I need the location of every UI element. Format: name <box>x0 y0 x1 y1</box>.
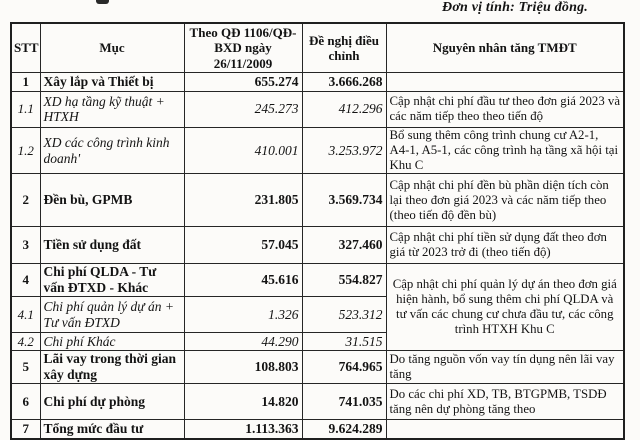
adjust-value-cell: 554.827 <box>302 264 386 297</box>
table-row <box>11 174 624 227</box>
stt-cell: 6 <box>11 384 40 420</box>
table-row <box>11 91 624 127</box>
stt-cell: 2 <box>11 174 40 227</box>
header-reason: Nguyên nhân tăng TMĐT <box>386 23 624 72</box>
stt-cell: 1.1 <box>11 91 40 127</box>
header-qd: Theo QĐ 1106/QĐ-BXD ngày 26/11/2009 <box>184 23 302 72</box>
table-row <box>11 264 624 297</box>
header-muc: Mục <box>40 23 184 72</box>
table-row <box>11 351 624 384</box>
adjust-value-cell: 327.460 <box>302 227 386 264</box>
adjust-value-cell: 3.569.734 <box>302 174 386 227</box>
header-row <box>11 23 624 72</box>
stt-cell: 7 <box>11 420 40 439</box>
header-stt: STT <box>11 23 40 72</box>
reason-cell: Do tăng nguồn vốn vay tín dụng nên lãi vay tăng <box>386 351 624 384</box>
stt-cell: 4 <box>11 264 40 297</box>
qd-value-cell: 45.616 <box>184 264 302 297</box>
muc-cell: Chi phí QLDA - Tư vấn ĐTXD - Khác <box>40 264 184 297</box>
adjust-value-cell: 9.624.289 <box>302 420 386 439</box>
cost-table <box>10 22 625 440</box>
reason-cell: Do các chi phí XD, TB, BTGPMB, TSDĐ tăng nên dự phòng tăng theo <box>386 384 624 420</box>
adjust-value-cell: 741.035 <box>302 384 386 420</box>
muc-cell: Tiền sử dụng đất <box>40 227 184 264</box>
reason-cell <box>386 72 624 91</box>
stt-cell: 4.2 <box>11 333 40 351</box>
stt-cell: 4.1 <box>11 297 40 333</box>
muc-cell: Tổng mức đầu tư <box>40 420 184 439</box>
muc-cell: Chi phí Khác <box>40 333 184 351</box>
muc-cell: Chi phí dự phòng <box>40 384 184 420</box>
qd-value-cell: 1.326 <box>184 297 302 333</box>
muc-cell: Xây lắp và Thiết bị <box>40 72 184 91</box>
adjust-value-cell: 3.666.268 <box>302 72 386 91</box>
qd-value-cell: 14.820 <box>184 384 302 420</box>
reason-cell: Cập nhật chi phí đền bù phần diện tích còn lại theo đơn giá 2023 và các năm tiếp theo (theo tiến độ đền bù) <box>386 174 624 227</box>
qd-value-cell: 1.113.363 <box>184 420 302 439</box>
muc-cell: XD các công trình kinh doanh' <box>40 127 184 173</box>
table-row <box>11 127 624 173</box>
qd-value-cell: 655.274 <box>184 72 302 91</box>
qd-value-cell: 410.001 <box>184 127 302 173</box>
table-row <box>11 384 624 420</box>
reason-cell: Cập nhật chi phí tiền sử dụng đất theo đơn giá từ 2023 trở đi (theo tiến độ) <box>386 227 624 264</box>
qd-value-cell: 57.045 <box>184 227 302 264</box>
unit-label: Đơn vị tính: Triệu đồng. <box>442 0 588 15</box>
stt-cell: 3 <box>11 227 40 264</box>
reason-cell: Cập nhật chi phí đầu tư theo đơn giá 2023 và các năm tiếp theo theo tiến độ <box>386 91 624 127</box>
adjust-value-cell: 764.965 <box>302 351 386 384</box>
stt-cell: 1 <box>11 72 40 91</box>
muc-cell: Chi phí quản lý dự án + Tư vấn ĐTXD <box>40 297 184 333</box>
table-row <box>11 227 624 264</box>
adjust-value-cell: 412.296 <box>302 91 386 127</box>
muc-cell: Lãi vay trong thời gian xây dựng <box>40 351 184 384</box>
muc-cell: XD hạ tầng kỹ thuật + HTXH <box>40 91 184 127</box>
qd-value-cell: 245.273 <box>184 91 302 127</box>
header-adjust: Đề nghị điều chỉnh <box>302 23 386 72</box>
qd-value-cell: 108.803 <box>184 351 302 384</box>
adjust-value-cell: 3.253.972 <box>302 127 386 173</box>
reason-cell: Bổ sung thêm công trình chung cư A2-1, A4-1, A5-1, các công trình hạ tầng xã hội tại Khu C <box>386 127 624 173</box>
table-row <box>11 72 624 91</box>
muc-cell: Đền bù, GPMB <box>40 174 184 227</box>
qd-value-cell: 44.290 <box>184 333 302 351</box>
adjust-value-cell: 523.312 <box>302 297 386 333</box>
qd-value-cell: 231.805 <box>184 174 302 227</box>
stt-cell: 5 <box>11 351 40 384</box>
reason-cell-merged: Cập nhật chi phí quản lý dự án theo đơn giá hiện hành, bổ sung thêm chi phí QLDA và tư vấn các chung cư chưa đầu tư, các công trình HTXH Khu C <box>386 264 624 351</box>
adjust-value-cell: 31.515 <box>302 333 386 351</box>
stt-cell: 1.2 <box>11 127 40 173</box>
